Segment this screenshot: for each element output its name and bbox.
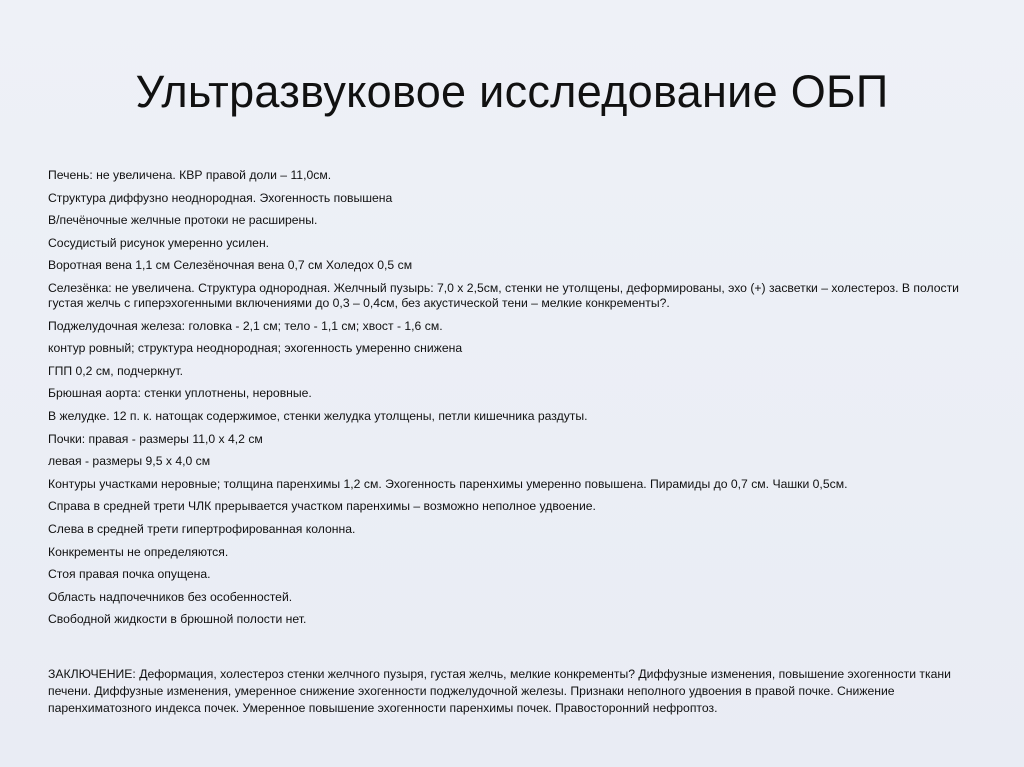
report-line: Печень: не увеличена. КВР правой доли – 11,0см. bbox=[48, 168, 332, 182]
report-line: Поджелудочная железа: головка - 2,1 см; тело - 1,1 см; хвост - 1,6 см. bbox=[48, 318, 443, 333]
report-line: Конкременты не определяются. bbox=[48, 544, 229, 559]
report-line: Структура диффузно неоднородная. Эхогенность повышена bbox=[48, 190, 393, 205]
report-body bbox=[48, 168, 983, 635]
report-line: В желудке. 12 п. к. натощак содержимое, стенки желудка утолщены, петли кишечника раздуты. bbox=[48, 408, 588, 423]
report-line: левая - размеры 9,5 х 4,0 см bbox=[48, 454, 211, 469]
report-line: Воротная вена 1,1 см Селезёночная вена 0,7 см Холедох 0,5 см bbox=[48, 258, 413, 273]
report-line: Селезёнка: не увеличена. Структура однородная. Желчный пузырь: 7,0 х 2,5см, стенки не утолщены, деформированы, эхо (+) засветки – холестероз. В полости густая желчь с гиперэхогенными включениями до 0,3 – 0,4см, без акустической тени – мелкие конкременты?. bbox=[48, 280, 959, 310]
report-line: ГПП 0,2 см, подчеркнут. bbox=[48, 363, 183, 378]
report-line: Справа в средней трети ЧЛК прерывается участком паренхимы – возможно неполное удвоение. bbox=[48, 499, 596, 514]
report-line: Сосудистый рисунок умеренно усилен. bbox=[48, 235, 270, 250]
conclusion: ЗАКЛЮЧЕНИЕ: Деформация, холестероз стенки желчного пузыря, густая желчь, мелкие конкременты? Диффузные изменения, повышение эхогенности ткани печени. Диффузные изменения, умеренное снижение эхогенности поджелудочной железы. Признаки неполного удвоения в правой почке. Снижение паренхиматозного индекса почек. Умеренное повышение эхогенности паренхимы почек. Правосторонний нефроптоз. bbox=[48, 667, 951, 715]
report-line: Свободной жидкости в брюшной полости нет. bbox=[48, 612, 307, 627]
report-line: Почки: правая - размеры 11,0 х 4,2 см bbox=[48, 431, 263, 446]
report-line: Стоя правая почка опущена. bbox=[48, 567, 211, 582]
report-line: Область надпочечников без особенностей. bbox=[48, 589, 293, 604]
report-line: контур ровный; структура неоднородная; эхогенность умеренно снижена bbox=[48, 341, 463, 356]
report-line: Слева в средней трети гипертрофированная колонна. bbox=[48, 521, 356, 536]
report-line: Контуры участками неровные; толщина паренхимы 1,2 см. Эхогенность паренхимы умеренно повышена. Пирамиды до 0,7 см. Чашки 0,5см. bbox=[48, 476, 848, 491]
report-line: В/печёночные желчные протоки не расширены. bbox=[48, 213, 318, 228]
slide-title: Ультразвуковое исследование ОБП bbox=[135, 66, 889, 117]
report-line: Брюшная аорта: стенки уплотнены, неровные. bbox=[48, 386, 312, 401]
